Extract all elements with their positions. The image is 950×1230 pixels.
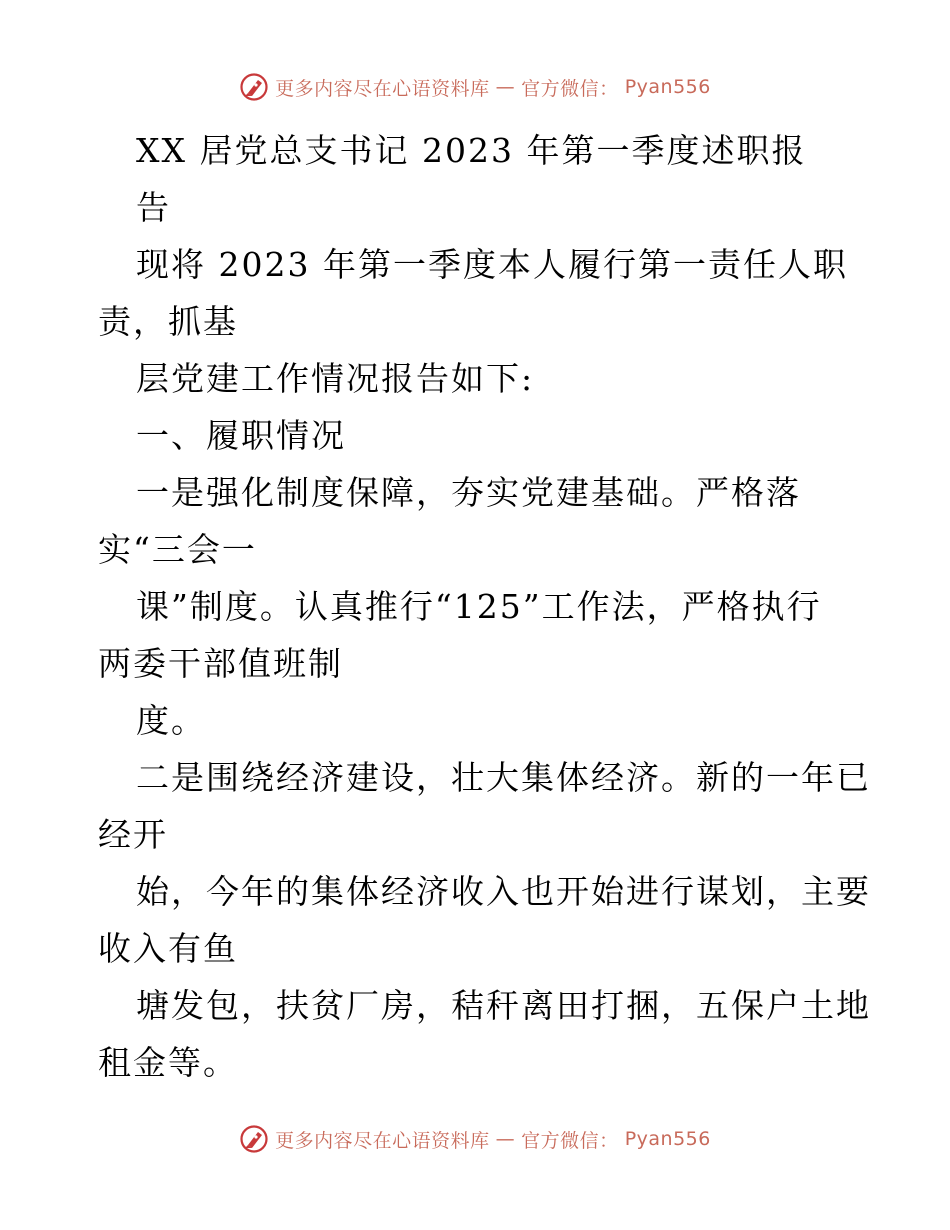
paragraph-line: 责，抓基 — [98, 302, 238, 341]
watermark-banner-top — [0, 72, 950, 102]
paragraph-line: 度。 — [136, 701, 206, 740]
watermark-text: 更多内容尽在心语资料库 — [275, 1129, 490, 1152]
watermark-banner-bottom — [0, 1124, 950, 1154]
paragraph-line: 收入有鱼 — [98, 929, 238, 968]
paragraph-line: 租金等。 — [98, 1043, 238, 1082]
watermark-contact-label: 官方微信： — [521, 1129, 619, 1152]
watermark-text: 更多内容尽在心语资料库 — [275, 77, 490, 100]
document-title-line-2: 告 — [136, 188, 171, 227]
paragraph-line: 经开 — [98, 815, 168, 854]
paragraph-line: 一是强化制度保障，夯实党建基础。严格落 — [136, 473, 801, 512]
paragraph-line: 课”制度。认真推行“125”工作法，严格执行 — [136, 587, 822, 626]
paragraph-line: 层党建工作情况报告如下: — [136, 359, 535, 398]
paragraph-line: 实“三会一 — [98, 530, 257, 569]
watermark-separator: — — [495, 1128, 516, 1150]
paragraph-line: 塘发包，扶贫厂房，秸秆离田打捆，五保户土地 — [136, 986, 871, 1025]
watermark-separator: — — [495, 76, 516, 98]
document-body — [98, 122, 871, 1091]
paragraph-line: 始，今年的集体经济收入也开始进行谋划，主要 — [136, 872, 871, 911]
paragraph-line: 两委干部值班制 — [98, 644, 343, 683]
paragraph-line: 二是围绕经济建设，壮大集体经济。新的一年已 — [136, 758, 871, 797]
document-title-line-1: XX 居党总支书记 2023 年第一季度述职报 — [136, 131, 807, 170]
watermark-contact: Pyan556 — [624, 1128, 711, 1150]
pen-nib-logo-icon — [239, 1124, 269, 1154]
pen-nib-logo-icon — [239, 72, 269, 102]
section-heading: 一、履职情况 — [136, 416, 346, 455]
paragraph-line: 现将 2023 年第一季度本人履行第一责任人职 — [136, 245, 848, 284]
watermark-contact: Pyan556 — [624, 76, 711, 98]
watermark-contact-label: 官方微信： — [521, 77, 619, 100]
